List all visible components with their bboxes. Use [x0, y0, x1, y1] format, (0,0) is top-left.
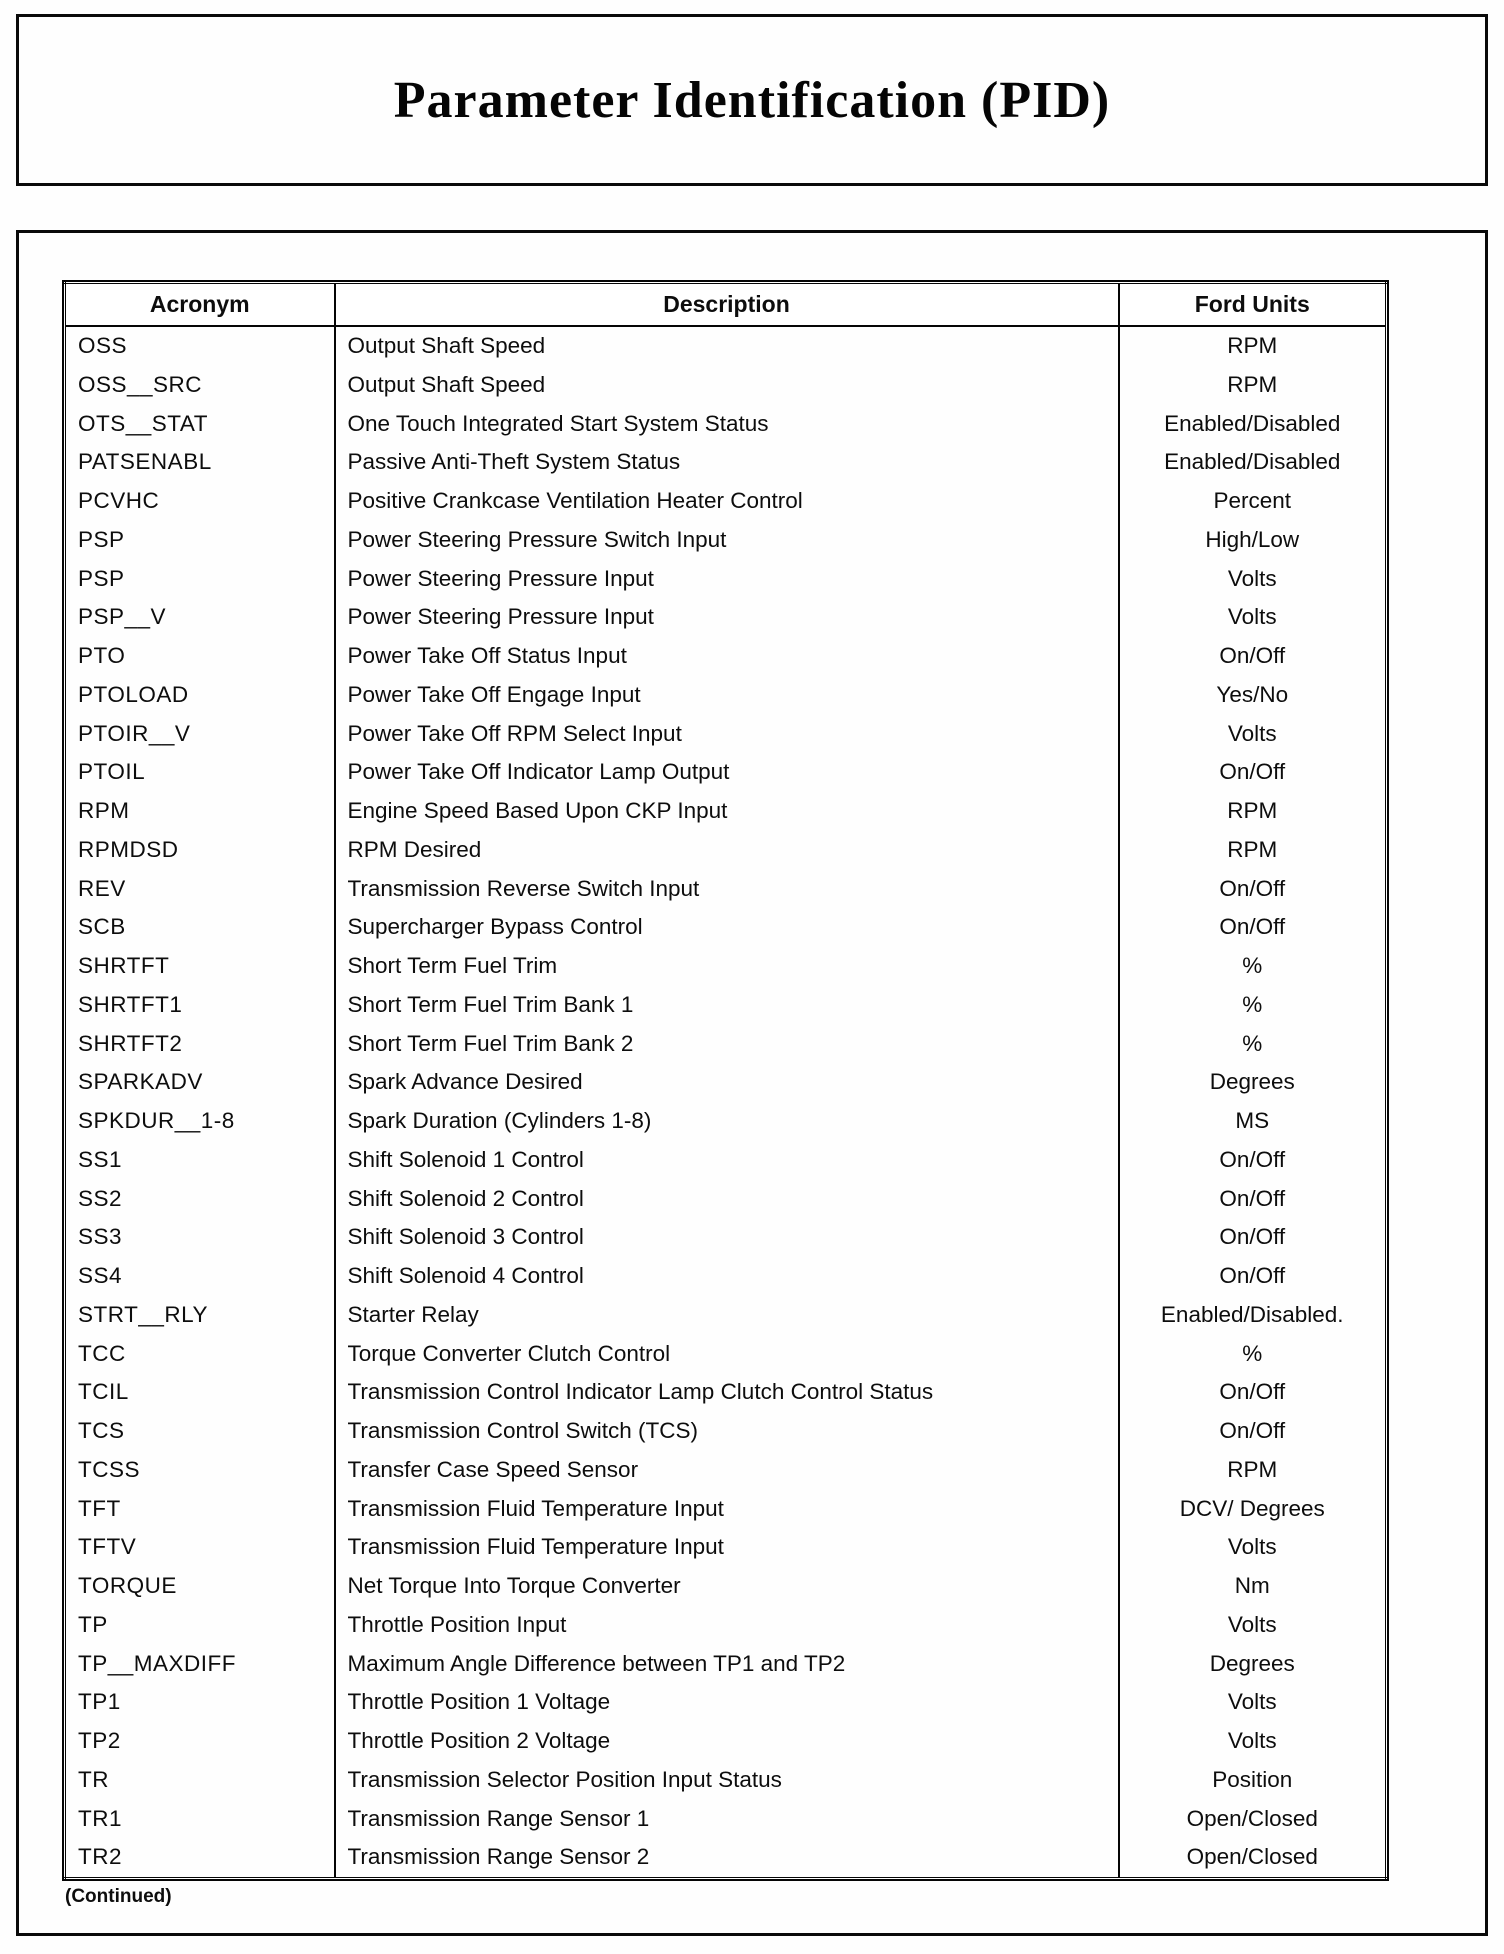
acronym-cell: TP2 — [65, 1722, 335, 1761]
table-row — [65, 1335, 1387, 1374]
acronym-cell: SPKDUR__1-8 — [65, 1102, 335, 1141]
table-row — [65, 637, 1387, 676]
table-row — [65, 1257, 1387, 1296]
units-cell: On/Off — [1119, 1412, 1387, 1451]
units-cell: On/Off — [1119, 1257, 1387, 1296]
acronym-cell: STRT__RLY — [65, 1296, 335, 1335]
table-row — [65, 366, 1387, 405]
description-cell: Short Term Fuel Trim Bank 2 — [335, 1025, 1119, 1064]
units-cell: Enabled/Disabled. — [1119, 1296, 1387, 1335]
acronym-cell: PTOIL — [65, 753, 335, 792]
header-ford-units: Ford Units — [1119, 283, 1387, 327]
units-cell: Volts — [1119, 1683, 1387, 1722]
acronym-cell: RPMDSD — [65, 831, 335, 870]
units-cell: RPM — [1119, 326, 1387, 366]
acronym-cell: SS3 — [65, 1218, 335, 1257]
table-row — [65, 521, 1387, 560]
table-row — [65, 1412, 1387, 1451]
units-cell: % — [1119, 947, 1387, 986]
acronym-cell: OSS — [65, 326, 335, 366]
table-row — [65, 1102, 1387, 1141]
acronym-cell: TCC — [65, 1335, 335, 1374]
units-cell: Enabled/Disabled — [1119, 405, 1387, 444]
table-row — [65, 947, 1387, 986]
acronym-cell: SS1 — [65, 1141, 335, 1180]
units-cell: Enabled/Disabled — [1119, 443, 1387, 482]
acronym-cell: TR1 — [65, 1800, 335, 1839]
units-cell: Percent — [1119, 482, 1387, 521]
units-cell: RPM — [1119, 831, 1387, 870]
content-box — [16, 230, 1488, 1936]
table-row — [65, 326, 1387, 366]
table-row — [65, 560, 1387, 599]
description-cell: Supercharger Bypass Control — [335, 908, 1119, 947]
acronym-cell: SHRTFT2 — [65, 1025, 335, 1064]
description-cell: Throttle Position Input — [335, 1606, 1119, 1645]
units-cell: RPM — [1119, 1451, 1387, 1490]
units-cell: % — [1119, 1335, 1387, 1374]
table-row — [65, 1645, 1387, 1684]
acronym-cell: SS2 — [65, 1180, 335, 1219]
description-cell: Transmission Fluid Temperature Input — [335, 1528, 1119, 1567]
acronym-cell: TCIL — [65, 1373, 335, 1412]
table-row — [65, 1528, 1387, 1567]
acronym-cell: PSP — [65, 560, 335, 599]
description-cell: Power Take Off RPM Select Input — [335, 715, 1119, 754]
description-cell: Throttle Position 1 Voltage — [335, 1683, 1119, 1722]
table-row — [65, 1800, 1387, 1839]
units-cell: Position — [1119, 1761, 1387, 1800]
units-cell: Volts — [1119, 1606, 1387, 1645]
acronym-cell: PSP — [65, 521, 335, 560]
table-row — [65, 1567, 1387, 1606]
pid-table-header — [65, 283, 1387, 327]
table-row — [65, 1063, 1387, 1102]
acronym-cell: SPARKADV — [65, 1063, 335, 1102]
description-cell: One Touch Integrated Start System Status — [335, 405, 1119, 444]
acronym-cell: PTOLOAD — [65, 676, 335, 715]
units-cell: On/Off — [1119, 753, 1387, 792]
description-cell: Transmission Control Switch (TCS) — [335, 1412, 1119, 1451]
acronym-cell: TFTV — [65, 1528, 335, 1567]
description-cell: Transmission Range Sensor 1 — [335, 1800, 1119, 1839]
table-row — [65, 443, 1387, 482]
description-cell: Power Steering Pressure Switch Input — [335, 521, 1119, 560]
units-cell: On/Off — [1119, 1218, 1387, 1257]
description-cell: Shift Solenoid 3 Control — [335, 1218, 1119, 1257]
description-cell: Engine Speed Based Upon CKP Input — [335, 792, 1119, 831]
units-cell: On/Off — [1119, 637, 1387, 676]
description-cell: RPM Desired — [335, 831, 1119, 870]
description-cell: Short Term Fuel Trim Bank 1 — [335, 986, 1119, 1025]
units-cell: Nm — [1119, 1567, 1387, 1606]
description-cell: Shift Solenoid 4 Control — [335, 1257, 1119, 1296]
units-cell: Degrees — [1119, 1063, 1387, 1102]
units-cell: On/Off — [1119, 908, 1387, 947]
units-cell: % — [1119, 1025, 1387, 1064]
acronym-cell: RPM — [65, 792, 335, 831]
table-row — [65, 753, 1387, 792]
table-row — [65, 1722, 1387, 1761]
table-row — [65, 482, 1387, 521]
acronym-cell: OTS__STAT — [65, 405, 335, 444]
description-cell: Power Steering Pressure Input — [335, 560, 1119, 599]
description-cell: Short Term Fuel Trim — [335, 947, 1119, 986]
acronym-cell: TCSS — [65, 1451, 335, 1490]
acronym-cell: SS4 — [65, 1257, 335, 1296]
units-cell: Open/Closed — [1119, 1838, 1387, 1878]
title-box — [16, 14, 1488, 186]
table-row — [65, 1180, 1387, 1219]
table-row — [65, 986, 1387, 1025]
table-row — [65, 1451, 1387, 1490]
table-row — [65, 1373, 1387, 1412]
units-cell: RPM — [1119, 792, 1387, 831]
acronym-cell: TFT — [65, 1490, 335, 1529]
description-cell: Transmission Reverse Switch Input — [335, 870, 1119, 909]
acronym-cell: PTO — [65, 637, 335, 676]
page-title: Parameter Identification (PID) — [393, 71, 1111, 129]
table-row — [65, 405, 1387, 444]
pid-table — [63, 281, 1388, 1880]
units-cell: Volts — [1119, 1528, 1387, 1567]
acronym-cell: SHRTFT1 — [65, 986, 335, 1025]
pid-table-body — [65, 326, 1387, 1879]
description-cell: Torque Converter Clutch Control — [335, 1335, 1119, 1374]
units-cell: On/Off — [1119, 1373, 1387, 1412]
table-row — [65, 1218, 1387, 1257]
description-cell: Shift Solenoid 1 Control — [335, 1141, 1119, 1180]
description-cell: Passive Anti-Theft System Status — [335, 443, 1119, 482]
table-row — [65, 1141, 1387, 1180]
description-cell: Output Shaft Speed — [335, 366, 1119, 405]
units-cell: Degrees — [1119, 1645, 1387, 1684]
description-cell: Net Torque Into Torque Converter — [335, 1567, 1119, 1606]
units-cell: High/Low — [1119, 521, 1387, 560]
acronym-cell: TCS — [65, 1412, 335, 1451]
acronym-cell: TR2 — [65, 1838, 335, 1878]
acronym-cell: PTOIR__V — [65, 715, 335, 754]
units-cell: DCV/ Degrees — [1119, 1490, 1387, 1529]
table-row — [65, 598, 1387, 637]
table-row — [65, 1025, 1387, 1064]
description-cell: Positive Crankcase Ventilation Heater Control — [335, 482, 1119, 521]
acronym-cell: SCB — [65, 908, 335, 947]
table-row — [65, 1606, 1387, 1645]
description-cell: Transmission Control Indicator Lamp Clutch Control Status — [335, 1373, 1119, 1412]
units-cell: RPM — [1119, 366, 1387, 405]
description-cell: Power Take Off Status Input — [335, 637, 1119, 676]
description-cell: Power Take Off Engage Input — [335, 676, 1119, 715]
table-row — [65, 1761, 1387, 1800]
units-cell: Open/Closed — [1119, 1800, 1387, 1839]
description-cell: Starter Relay — [335, 1296, 1119, 1335]
table-row — [65, 870, 1387, 909]
description-cell: Spark Duration (Cylinders 1-8) — [335, 1102, 1119, 1141]
description-cell: Transmission Fluid Temperature Input — [335, 1490, 1119, 1529]
units-cell: Volts — [1119, 1722, 1387, 1761]
description-cell: Spark Advance Desired — [335, 1063, 1119, 1102]
description-cell: Transfer Case Speed Sensor — [335, 1451, 1119, 1490]
table-row — [65, 676, 1387, 715]
units-cell: Yes/No — [1119, 676, 1387, 715]
table-row — [65, 792, 1387, 831]
table-row — [65, 1838, 1387, 1878]
acronym-cell: REV — [65, 870, 335, 909]
description-cell: Transmission Selector Position Input Status — [335, 1761, 1119, 1800]
acronym-cell: TP1 — [65, 1683, 335, 1722]
description-cell: Maximum Angle Difference between TP1 and TP2 — [335, 1645, 1119, 1684]
units-cell: Volts — [1119, 560, 1387, 599]
description-cell: Power Take Off Indicator Lamp Output — [335, 753, 1119, 792]
description-cell: Transmission Range Sensor 2 — [335, 1838, 1119, 1878]
header-acronym: Acronym — [65, 283, 335, 327]
continued-note: (Continued) — [65, 1886, 172, 1907]
units-cell: On/Off — [1119, 1141, 1387, 1180]
header-description: Description — [335, 283, 1119, 327]
table-row — [65, 908, 1387, 947]
table-row — [65, 715, 1387, 754]
acronym-cell: PCVHC — [65, 482, 335, 521]
description-cell: Throttle Position 2 Voltage — [335, 1722, 1119, 1761]
header-row — [65, 283, 1387, 327]
acronym-cell: PSP__V — [65, 598, 335, 637]
units-cell: Volts — [1119, 598, 1387, 637]
description-cell: Output Shaft Speed — [335, 326, 1119, 366]
units-cell: Volts — [1119, 715, 1387, 754]
acronym-cell: TORQUE — [65, 1567, 335, 1606]
acronym-cell: TP — [65, 1606, 335, 1645]
acronym-cell: PATSENABL — [65, 443, 335, 482]
acronym-cell: SHRTFT — [65, 947, 335, 986]
acronym-cell: TP__MAXDIFF — [65, 1645, 335, 1684]
acronym-cell: TR — [65, 1761, 335, 1800]
units-cell: On/Off — [1119, 870, 1387, 909]
table-row — [65, 1296, 1387, 1335]
units-cell: MS — [1119, 1102, 1387, 1141]
table-row — [65, 1490, 1387, 1529]
units-cell: % — [1119, 986, 1387, 1025]
description-cell: Power Steering Pressure Input — [335, 598, 1119, 637]
table-row — [65, 831, 1387, 870]
acronym-cell: OSS__SRC — [65, 366, 335, 405]
units-cell: On/Off — [1119, 1180, 1387, 1219]
description-cell: Shift Solenoid 2 Control — [335, 1180, 1119, 1219]
table-row — [65, 1683, 1387, 1722]
